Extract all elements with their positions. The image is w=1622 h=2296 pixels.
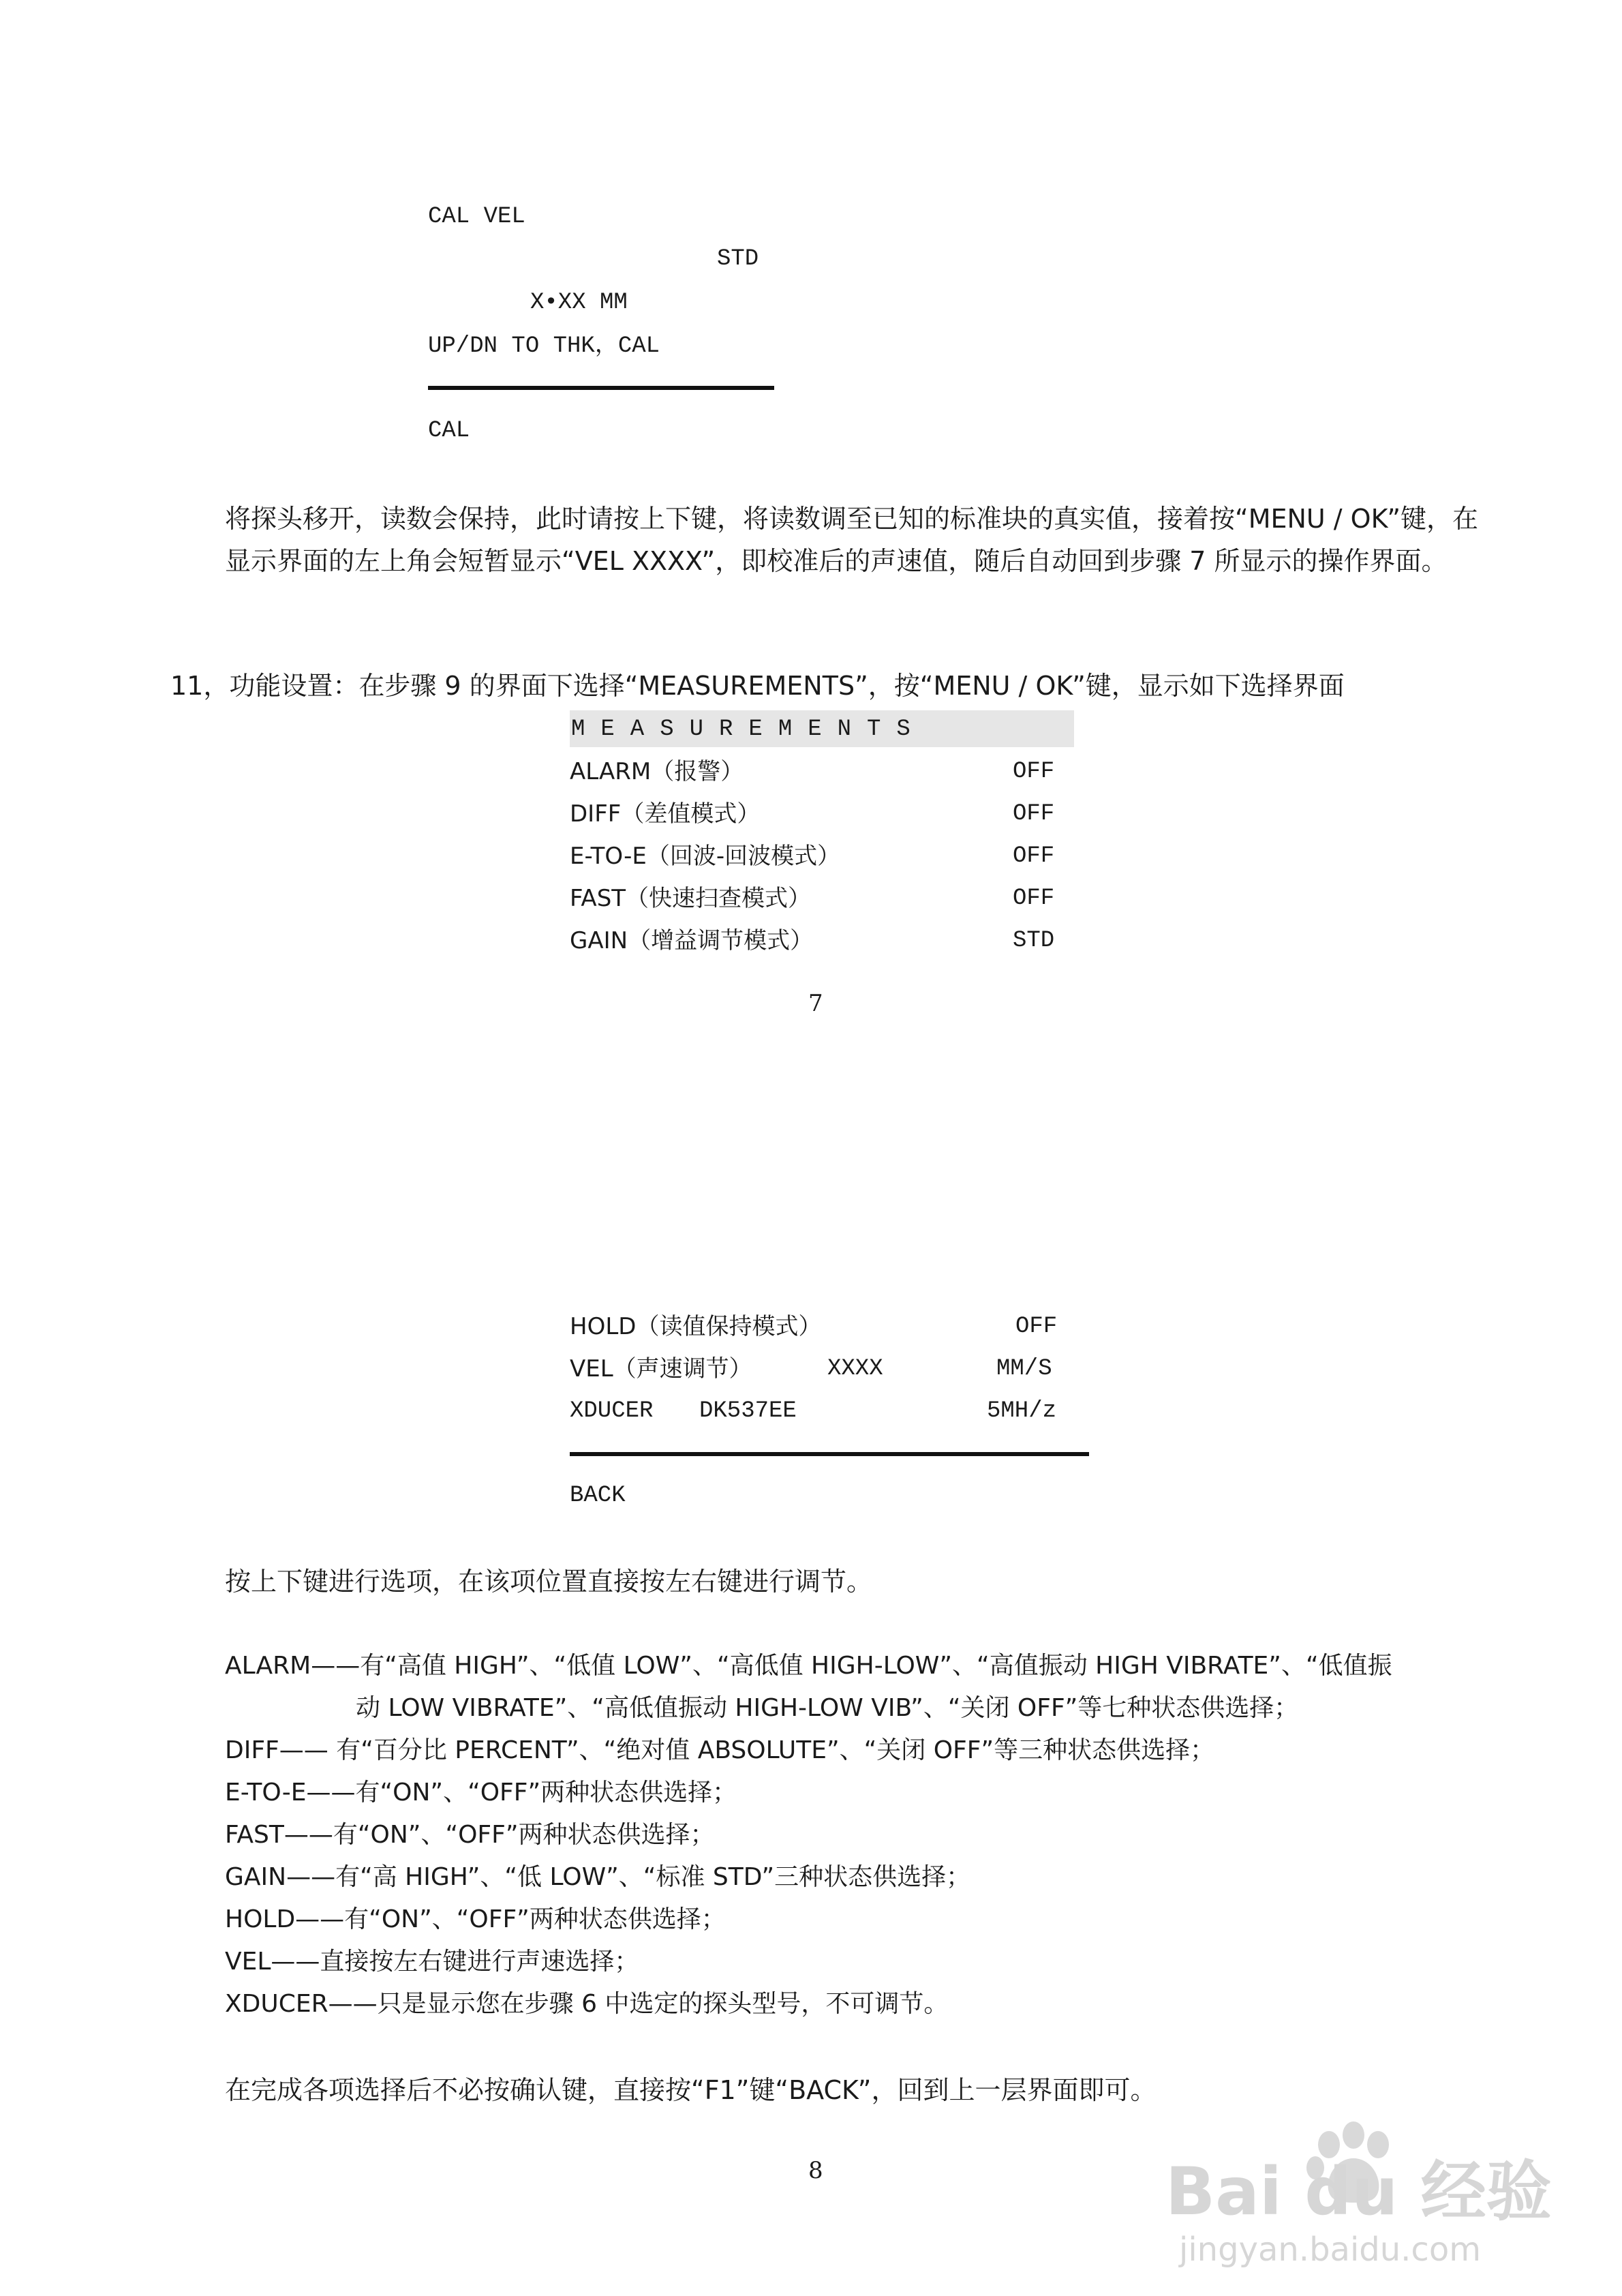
- menu-item-mid: DK537EE: [699, 1398, 797, 1424]
- instruction-text: 按上下键进行选项，在该项位置直接按左右键进行调节。: [225, 1567, 873, 1597]
- menu-item-label: GAIN（增益调节模式）: [570, 927, 814, 954]
- watermark-url: jingyan.baidu.com: [1179, 2231, 1481, 2269]
- menu-item-label: ALARM（报警）: [570, 758, 744, 785]
- menu-item-value: OFF: [1015, 1314, 1058, 1340]
- menu-item-value: OFF: [1013, 886, 1055, 911]
- desc-diff: DIFF—— 有“百分比 PERCENT”、“绝对值 ABSOLUTE”、“关闭 OFF”等三种状态供选择；: [225, 1736, 1215, 1764]
- menu-item-label: FAST（快速扫查模式）: [570, 885, 812, 912]
- desc-hold: HOLD——有“ON”、“OFF”两种状态供选择；: [225, 1905, 726, 1933]
- menu-divider: [570, 1452, 1089, 1456]
- back-option[interactable]: BACK: [570, 1483, 626, 1509]
- desc-fast: FAST——有“ON”、“OFF”两种状态供选择；: [225, 1821, 715, 1849]
- step-11-heading: 11，功能设置：在步骤 9 的界面下选择“MEASUREMENTS”，按“MENU / OK”键，显示如下选择界面: [170, 671, 1345, 701]
- measurements-header: MEASUREMENTS: [571, 716, 926, 742]
- desc-alarm-cont: 动 LOW VIBRATE”、“高低值振动 HIGH-LOW VIB”、“关闭 OFF”等七种状态供选择；: [356, 1694, 1299, 1722]
- menu-item-label: HOLD（读值保持模式）: [570, 1313, 822, 1340]
- desc-vel: VEL——直接按左右键进行声速选择；: [225, 1948, 639, 1976]
- menu-item-value: OFF: [1013, 801, 1055, 827]
- desc-xducer: XDUCER——只是显示您在步骤 6 中选定的探头型号，不可调节。: [225, 1990, 949, 2018]
- cal-footer: CAL: [428, 418, 470, 444]
- cal-vel-title: CAL VEL: [428, 204, 525, 230]
- desc-gain: GAIN——有“高 HIGH”、“低 LOW”、“标准 STD”三种状态供选择；: [225, 1863, 971, 1891]
- menu-item-label: VEL（声速调节）: [570, 1355, 752, 1383]
- menu-item-value: 5MH/z: [987, 1398, 1057, 1424]
- menu-item-value: STD: [1013, 928, 1055, 954]
- menu-item-value: OFF: [1013, 843, 1055, 869]
- menu-item-mid: XXXX: [827, 1356, 883, 1382]
- closing-text: 在完成各项选择后不必按确认键，直接按“F1”键“BACK”，回到上一层界面即可。: [225, 2075, 1157, 2105]
- calibration-paragraph: 将探头移开，读数会保持，此时请按上下键，将读数调至已知的标准块的真实值，接着按“MENU / OK”键，在显示界面的左上角会短暂显示“VEL XXXX”，即校准后的声速值，随后自动回到步骤 7 所显示的操作界面。: [225, 504, 1479, 576]
- page-number-7: 7: [808, 990, 823, 1017]
- menu-item-value: MM/S: [996, 1356, 1052, 1382]
- watermark-brand: Bai du 经验: [1165, 2154, 1552, 2230]
- menu-item-label: XDUCER: [570, 1398, 654, 1424]
- cal-std-label: STD: [717, 246, 759, 272]
- menu-item-label: DIFF（差值模式）: [570, 800, 761, 828]
- cal-hint: UP/DN TO THK，CAL: [428, 333, 660, 359]
- menu-item-label: E-TO-E（回波-回波模式）: [570, 843, 841, 870]
- cal-reading: X•XX MM: [530, 290, 628, 316]
- baidu-jingyan-watermark: [1159, 2120, 1552, 2270]
- page-number-8: 8: [808, 2157, 823, 2184]
- desc-alarm: ALARM——有“高值 HIGH”、“低值 LOW”、“高低值 HIGH-LOW”、“高值振动 HIGH VIBRATE”、“低值振: [225, 1652, 1392, 1680]
- cal-divider: [428, 386, 774, 390]
- desc-e-to-e: E-TO-E——有“ON”、“OFF”两种状态供选择；: [225, 1779, 737, 1807]
- menu-item-value: OFF: [1013, 759, 1055, 785]
